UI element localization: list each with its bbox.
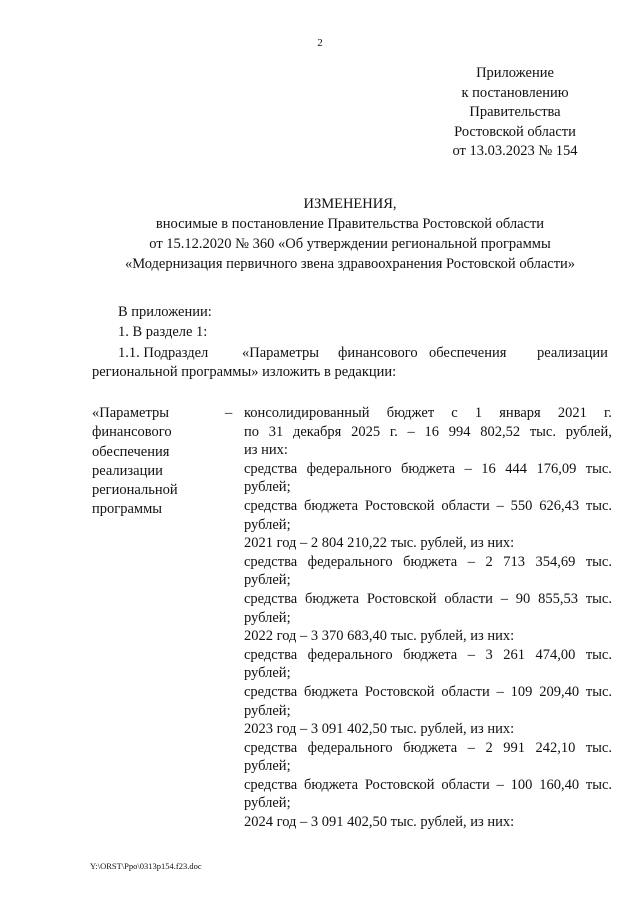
appendix-line: Ростовской области bbox=[454, 123, 576, 140]
params-text-line: средства федерального бюджета – 2 713 354,69 тыс. bbox=[244, 553, 612, 570]
params-text-line: из них: bbox=[244, 442, 288, 459]
params-label-line: финансового bbox=[92, 424, 172, 441]
heading-line: ИЗМЕНЕНИЯ, bbox=[303, 196, 397, 212]
subsection-line-2: региональной программы» изложить в редакции: bbox=[92, 364, 397, 380]
params-text-line: 2024 год – 3 091 402,50 тыс. рублей, из них: bbox=[244, 814, 515, 831]
page-number: 2 bbox=[317, 37, 323, 49]
params-text bbox=[244, 404, 612, 832]
params-text-line: средства бюджета Ростовской области – 90 855,53 тыс. bbox=[244, 590, 612, 607]
appendix-line: Приложение bbox=[476, 65, 554, 81]
intro-block bbox=[92, 303, 612, 342]
params-text-line: консолидированный бюджет с 1 января 2021 г. bbox=[244, 405, 612, 421]
document-heading bbox=[60, 194, 640, 274]
params-text-line: по 31 декабря 2025 г. – 16 994 802,52 тыс. рублей, bbox=[244, 423, 612, 440]
file-path-footer: Y:\ORST\Ppo\0313p154.f23.doc bbox=[90, 861, 202, 871]
heading-line: вносимые в постановление Правительства Ростовской области bbox=[155, 216, 545, 232]
params-text-line: рублей; bbox=[244, 479, 291, 496]
params-text-line: средства федерального бюджета – 2 991 242,10 тыс. bbox=[244, 739, 612, 756]
params-text-line: 2021 год – 2 804 210,22 тыс. рублей, из них: bbox=[244, 535, 515, 552]
appendix-line: Правительства bbox=[469, 104, 561, 120]
params-text-line: рублей; bbox=[244, 516, 291, 533]
heading-line: «Модернизация первичного звена здравоохранения Ростовской области» bbox=[124, 256, 576, 272]
params-text-line: рублей; bbox=[244, 572, 291, 589]
params-text-line: средства федерального бюджета – 3 261 474,00 тыс. bbox=[244, 646, 612, 663]
params-text-line: рублей; bbox=[244, 609, 291, 626]
params-text-line: средства бюджета Ростовской области – 550 626,43 тыс. bbox=[244, 497, 612, 514]
params-label bbox=[92, 404, 212, 520]
params-label-line: реализации bbox=[92, 462, 163, 479]
sub-word: реализации bbox=[537, 345, 608, 361]
params-text-line: средства бюджета Ростовской области – 109 209,40 тыс. bbox=[244, 683, 612, 700]
sub-word: обеспечения bbox=[429, 345, 507, 361]
sub-word: 1.1. Подраздел bbox=[118, 345, 209, 361]
params-text-line: 2023 год – 3 091 402,50 тыс. рублей, из них: bbox=[244, 721, 515, 738]
params-label-line: обеспечения bbox=[92, 443, 170, 460]
appendix-header bbox=[420, 64, 610, 162]
params-text-line: средства федерального бюджета – 16 444 176,09 тыс. bbox=[244, 460, 612, 477]
params-label-line: программы bbox=[92, 501, 162, 518]
params-text-line: рублей; bbox=[244, 795, 291, 812]
params-label-line: «Параметры bbox=[92, 405, 169, 421]
params-text-line: средства бюджета Ростовской области – 100 160,40 тыс. bbox=[244, 776, 612, 793]
params-text-line: рублей; bbox=[244, 665, 291, 682]
appendix-line: от 13.03.2023 № 154 bbox=[452, 143, 578, 159]
intro-line: 1. В разделе 1: bbox=[118, 323, 208, 340]
appendix-line: к постановлению bbox=[461, 84, 569, 101]
intro-line: В приложении: bbox=[118, 304, 212, 320]
params-text-line: 2022 год – 3 370 683,40 тыс. рублей, из них: bbox=[244, 628, 515, 645]
params-dash: – bbox=[225, 405, 233, 421]
params-label-line: региональной bbox=[92, 482, 178, 499]
sub-word: «Параметры bbox=[242, 345, 319, 361]
heading-line: от 15.12.2020 № 360 «Об утверждении региональной программы bbox=[149, 236, 551, 252]
sub-word: финансового bbox=[338, 345, 418, 361]
params-text-line: рублей; bbox=[244, 758, 291, 775]
params-text-line: рублей; bbox=[244, 702, 291, 719]
